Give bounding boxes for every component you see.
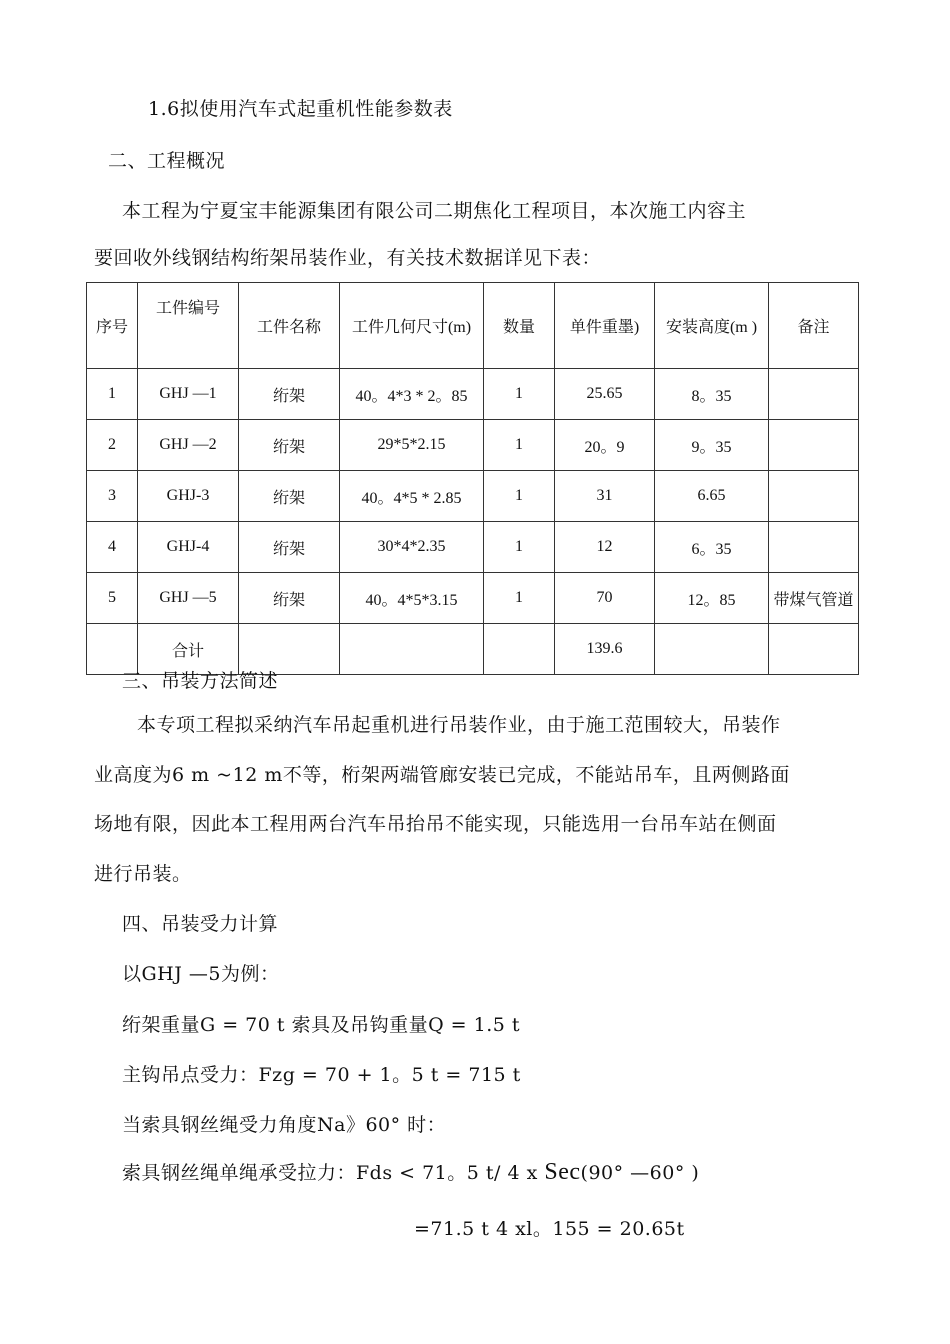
paragraph-2-line-1: 本专项工程拟采纳汽车吊起重机进行吊装作业，由于施工范围较大，吊装作 <box>137 714 781 736</box>
paragraph-1-line-1: 本工程为宁夏宝丰能源集团有限公司二期焦化工程项目，本次施工内容主 <box>122 200 747 222</box>
table-cell <box>484 624 555 675</box>
table-cell: 25.65 <box>555 369 655 420</box>
table-cell: 绗架 <box>239 369 340 420</box>
tension-sec: Sec <box>544 1159 581 1185</box>
table-cell: 29*5*2.15 <box>340 420 484 471</box>
tension-line <box>122 1158 699 1186</box>
section-4-title: 四、吊装受力计算 <box>122 913 279 935</box>
header-cell: 工件编号 <box>138 283 239 369</box>
table-cell: 30*4*2.35 <box>340 522 484 573</box>
table-cell: GHJ-3 <box>138 471 239 522</box>
table-cell <box>769 522 859 573</box>
table-row <box>87 369 859 420</box>
paragraph-1-line-2: 要回收外线钢结构绗架吊装作业，有关技术数据详见下表： <box>94 247 602 269</box>
table-cell <box>769 369 859 420</box>
table-header-row <box>87 283 859 369</box>
table-row <box>87 573 859 624</box>
table-cell: 31 <box>555 471 655 522</box>
header-cell: 工件几何尺寸(m) <box>340 283 484 369</box>
table-cell <box>655 624 769 675</box>
header-cell: 工件名称 <box>239 283 340 369</box>
table-cell: 1 <box>484 471 555 522</box>
table-cell: 1 <box>484 522 555 573</box>
main-hook-line: 主钩吊点受力：Fzg = 70 + 1。5 t = 715 t <box>122 1064 521 1086</box>
table-cell: 40。4*5*3.15 <box>340 573 484 624</box>
table-row <box>87 420 859 471</box>
paragraph-2-line-2: 业高度为6 m ~12 m不等，桁架两端管廊安装已完成，不能站吊车，且两侧路面 <box>94 764 790 786</box>
header-cell: 单件重墨) <box>555 283 655 369</box>
weights-line: 绗架重量G = 70 t 索具及吊钩重量Q = 1.5 t <box>122 1014 521 1036</box>
table-cell <box>340 624 484 675</box>
table-cell: 3 <box>87 471 138 522</box>
table-cell: 12。85 <box>655 573 769 624</box>
table-cell: 8。35 <box>655 369 769 420</box>
table-cell: 70 <box>555 573 655 624</box>
table-cell: 合计 <box>138 624 239 675</box>
table-cell: 1 <box>484 573 555 624</box>
table-cell: 1 <box>484 369 555 420</box>
table-cell: 139.6 <box>555 624 655 675</box>
tension-prefix: 索具钢丝绳单绳承受拉力：Fds < 71。5 t/ 4 x <box>122 1162 545 1184</box>
header-cell: 序号 <box>87 283 138 369</box>
angle-line: 当索具钢丝绳受力角度Na》60° 时： <box>122 1114 447 1136</box>
table-cell: 2 <box>87 420 138 471</box>
table-cell: 绗架 <box>239 420 340 471</box>
table-cell: 1 <box>484 420 555 471</box>
table-cell: 20。9 <box>555 420 655 471</box>
table-cell: GHJ —1 <box>138 369 239 420</box>
table-cell: 绗架 <box>239 573 340 624</box>
table-cell: GHJ —5 <box>138 573 239 624</box>
table-cell: 40。4*3 * 2。85 <box>340 369 484 420</box>
paragraph-2-line-3: 场地有限，因此本工程用两台汽车吊抬吊不能实现，只能选用一台吊车站在侧面 <box>94 813 777 835</box>
table-cell: 带煤气管道 <box>769 573 859 624</box>
header-cell: 数量 <box>484 283 555 369</box>
tension-suffix: (90° —60° ) <box>580 1162 700 1184</box>
table-cell: 40。4*5 * 2.85 <box>340 471 484 522</box>
table-cell: 9。35 <box>655 420 769 471</box>
table-cell: 1 <box>87 369 138 420</box>
section-2-title: 二、工程概况 <box>108 150 226 172</box>
table-cell <box>769 420 859 471</box>
table-cell: 绗架 <box>239 471 340 522</box>
truss-data-table <box>86 282 859 675</box>
table-cell <box>769 624 859 675</box>
paragraph-2-line-4: 进行吊装。 <box>94 863 192 885</box>
header-cell: 安装高度(m ) <box>655 283 769 369</box>
example-line: 以GHJ —5为例： <box>122 963 280 985</box>
table-cell: GHJ —2 <box>138 420 239 471</box>
header-cell: 备注 <box>769 283 859 369</box>
section-3-title: 三、吊装方法简述 <box>122 670 279 692</box>
table-cell <box>769 471 859 522</box>
table-cell: 5 <box>87 573 138 624</box>
table-cell: 12 <box>555 522 655 573</box>
table-cell: 4 <box>87 522 138 573</box>
table-cell: 绗架 <box>239 522 340 573</box>
table-cell: GHJ-4 <box>138 522 239 573</box>
table-cell: 6。35 <box>655 522 769 573</box>
table-row <box>87 471 859 522</box>
result-line: =71.5 t 4 xl。155 = 20.65t <box>414 1218 685 1240</box>
heading-1-6: 1.6拟使用汽车式起重机性能参数表 <box>148 98 453 120</box>
table-row <box>87 522 859 573</box>
table-cell: 6.65 <box>655 471 769 522</box>
